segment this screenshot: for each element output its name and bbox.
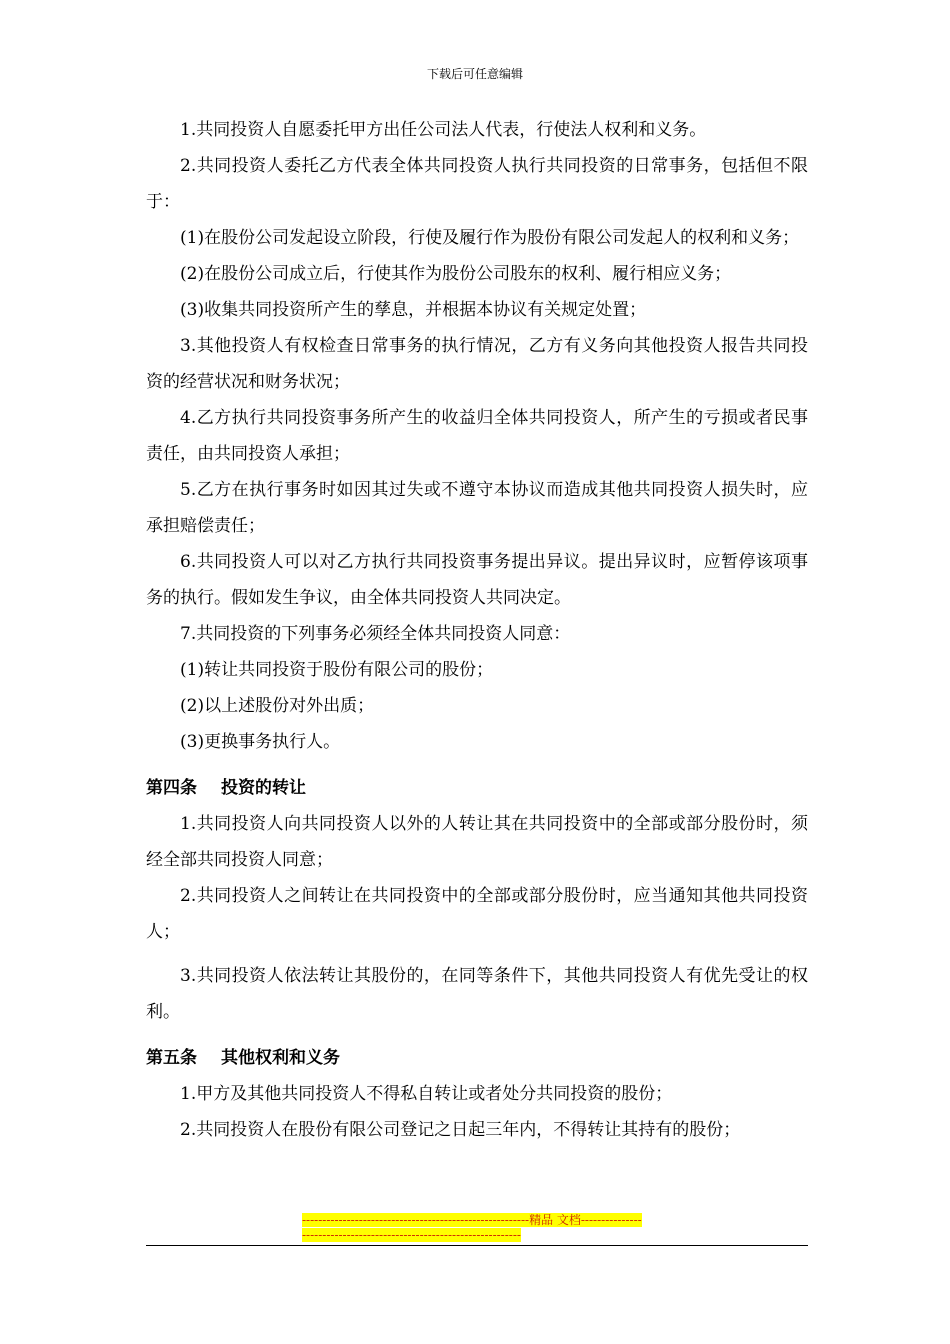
paragraph: 2.共同投资人在股份有限公司登记之日起三年内，不得转让其持有的股份； xyxy=(180,1120,741,1140)
paragraph: 2.共同投资人委托乙方代表全体共同投资人执行共同投资的日常事务，包括但不限于： xyxy=(146,156,808,212)
section-number: 第四条 xyxy=(146,778,197,798)
paragraph: 1.共同投资人自愿委托甲方出任公司法人代表，行使法人权利和义务。 xyxy=(180,120,707,140)
paragraph: (1)转让共同投资于股份有限公司的股份； xyxy=(180,660,494,680)
footer-divider xyxy=(146,1245,808,1246)
section-heading xyxy=(146,1040,808,1076)
paragraph: (3)收集共同投资所产生的孳息，并根据本协议有关规定处置； xyxy=(180,300,647,320)
paragraph: (1)在股份公司发起设立阶段，行使及履行作为股份有限公司发起人的权利和义务； xyxy=(180,228,800,248)
paragraph: (2)在股份公司成立后，行使其作为股份公司股东的权利、履行相应义务； xyxy=(180,264,732,284)
paragraph: 5.乙方在执行事务时如因其过失或不遵守本协议而造成其他共同投资人损失时，应承担赔偿责任； xyxy=(146,480,808,536)
paragraph: 4.乙方执行共同投资事务所产生的收益归全体共同投资人，所产生的亏损或者民事责任，由共同投资人承担； xyxy=(146,408,808,464)
section-title: 投资的转让 xyxy=(221,778,306,798)
section-title: 其他权利和义务 xyxy=(221,1048,340,1068)
paragraph: 7.共同投资的下列事务必须经全体共同投资人同意： xyxy=(180,624,571,644)
paragraph: (3)更换事务执行人。 xyxy=(180,732,341,752)
paragraph: 6.共同投资人可以对乙方执行共同投资事务提出异议。提出异议时，应暂停该项事务的执行。假如发生争议，由全体共同投资人共同决定。 xyxy=(146,552,808,608)
section-number: 第五条 xyxy=(146,1048,197,1068)
paragraph: 1.甲方及其他共同投资人不得私自转让或者处分共同投资的股份； xyxy=(180,1084,673,1104)
section-heading xyxy=(146,770,808,806)
paragraph: 1.共同投资人向共同投资人以外的人转让其在共同投资中的全部或部分股份时，须经全部共同投资人同意； xyxy=(146,814,808,870)
page-footer xyxy=(302,1213,642,1243)
page-header: 下载后可任意编辑 xyxy=(426,67,523,81)
paragraph: 3.其他投资人有权检查日常事务的执行情况，乙方有义务向其他投资人报告共同投资的经营状况和财务状况； xyxy=(146,336,808,392)
paragraph: 2.共同投资人之间转让在共同投资中的全部或部分股份时，应当通知其他共同投资人； xyxy=(146,886,808,942)
document-body xyxy=(146,112,808,1148)
paragraph: (2)以上述股份对外出质； xyxy=(180,696,375,716)
footer-text: --------------------------------------------------------精品 文档--------------------------------------------------------------------- xyxy=(302,1213,642,1242)
paragraph: 3.共同投资人依法转让其股份的，在同等条件下，其他共同投资人有优先受让的权利。 xyxy=(146,966,808,1022)
